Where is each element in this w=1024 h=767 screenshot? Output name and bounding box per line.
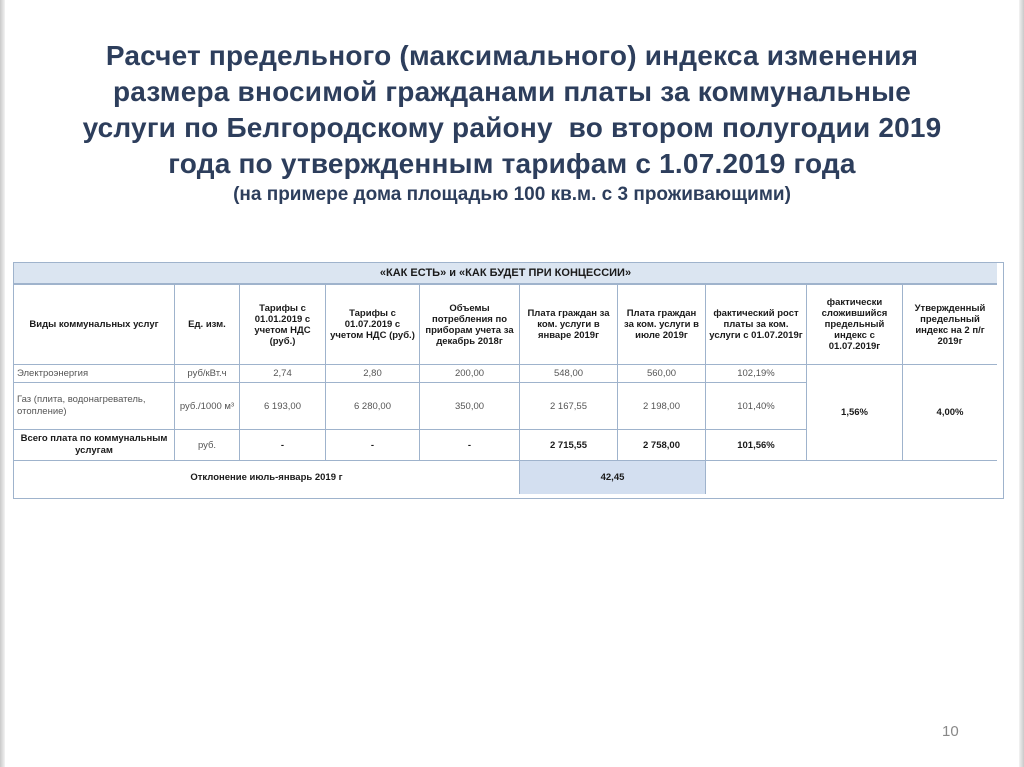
title-line-1: Расчет предельного (максимального) индекса изменения — [105, 40, 919, 71]
table-banner: «КАК ЕСТЬ» и «КАК БУДЕТ ПРИ КОНЦЕССИИ» — [14, 263, 997, 285]
total-tariff-jan: - — [240, 430, 326, 461]
header-tariff-jan: Тарифы с 01.01.2019 с учетом НДС (руб.) — [240, 285, 326, 365]
row-electricity-unit: руб/кВт.ч — [175, 365, 240, 383]
title-line-2: размера вносимой гражданами платы за коммунальные — [112, 76, 912, 107]
page-number: 10 — [942, 723, 959, 740]
total-tariff-jul: - — [326, 430, 420, 461]
slide-right-edge — [1019, 0, 1024, 767]
header-growth: фактический рост платы за ком. услуги с 01.07.2019г — [706, 285, 807, 365]
total-unit: руб. — [175, 430, 240, 461]
actual-index-value: 1,56% — [807, 365, 903, 461]
total-pay-jul: 2 758,00 — [618, 430, 706, 461]
header-actual-index: фактически сложившийся предельный индекс с 01.07.2019г — [807, 285, 903, 365]
tariff-table — [13, 262, 1004, 499]
slide-left-edge — [0, 0, 5, 767]
header-volume: Объемы потребления по приборам учета за декабрь 2018г — [420, 285, 520, 365]
header-tariff-jul: Тарифы с 01.07.2019 с учетом НДС (руб.) — [326, 285, 420, 365]
row-electricity-tariff-jan: 2,74 — [240, 365, 326, 383]
total-growth: 101,56% — [706, 430, 807, 461]
row-electricity-tariff-jul: 2,80 — [326, 365, 420, 383]
row-electricity-growth: 102,19% — [706, 365, 807, 383]
header-service: Виды коммунальных услуг — [14, 285, 175, 365]
total-label: Всего плата по коммунальным услугам — [14, 430, 175, 461]
header-unit: Ед. изм. — [175, 285, 240, 365]
slide-subtitle: (на примере дома площадью 100 кв.м. с 3 проживающими) — [233, 184, 791, 205]
row-electricity-volume: 200,00 — [420, 365, 520, 383]
row-gas-tariff-jan: 6 193,00 — [240, 383, 326, 430]
total-pay-jan: 2 715,55 — [520, 430, 618, 461]
row-electricity-pay-jul: 560,00 — [618, 365, 706, 383]
row-gas-pay-jan: 2 167,55 — [520, 383, 618, 430]
row-electricity-pay-jan: 548,00 — [520, 365, 618, 383]
header-pay-jan: Плата граждан за ком. услуги в январе 2019г — [520, 285, 618, 365]
row-gas-tariff-jul: 6 280,00 — [326, 383, 420, 430]
total-volume: - — [420, 430, 520, 461]
deviation-value: 42,45 — [520, 461, 706, 494]
title-line-3: услуги по Белгородскому району во втором полугодии 2019 — [82, 112, 942, 143]
approved-index-value: 4,00% — [903, 365, 997, 461]
row-gas-growth: 101,40% — [706, 383, 807, 430]
slide-title — [40, 38, 984, 208]
row-gas-service: Газ (плита, водонагреватель, отопление) — [14, 383, 175, 430]
deviation-empty-cell — [706, 461, 997, 494]
row-gas-volume: 350,00 — [420, 383, 520, 430]
header-pay-jul: Плата граждан за ком. услуги в июле 2019г — [618, 285, 706, 365]
header-approved-index: Утвержденный предельный индекс на 2 п/г 2019г — [903, 285, 997, 365]
row-gas-unit: руб./1000 м³ — [175, 383, 240, 430]
deviation-label: Отклонение июль-январь 2019 г — [14, 461, 520, 494]
row-electricity-service: Электроэнергия — [14, 365, 175, 383]
row-gas-pay-jul: 2 198,00 — [618, 383, 706, 430]
title-line-4: года по утвержденным тарифам с 1.07.2019 года — [168, 148, 856, 179]
